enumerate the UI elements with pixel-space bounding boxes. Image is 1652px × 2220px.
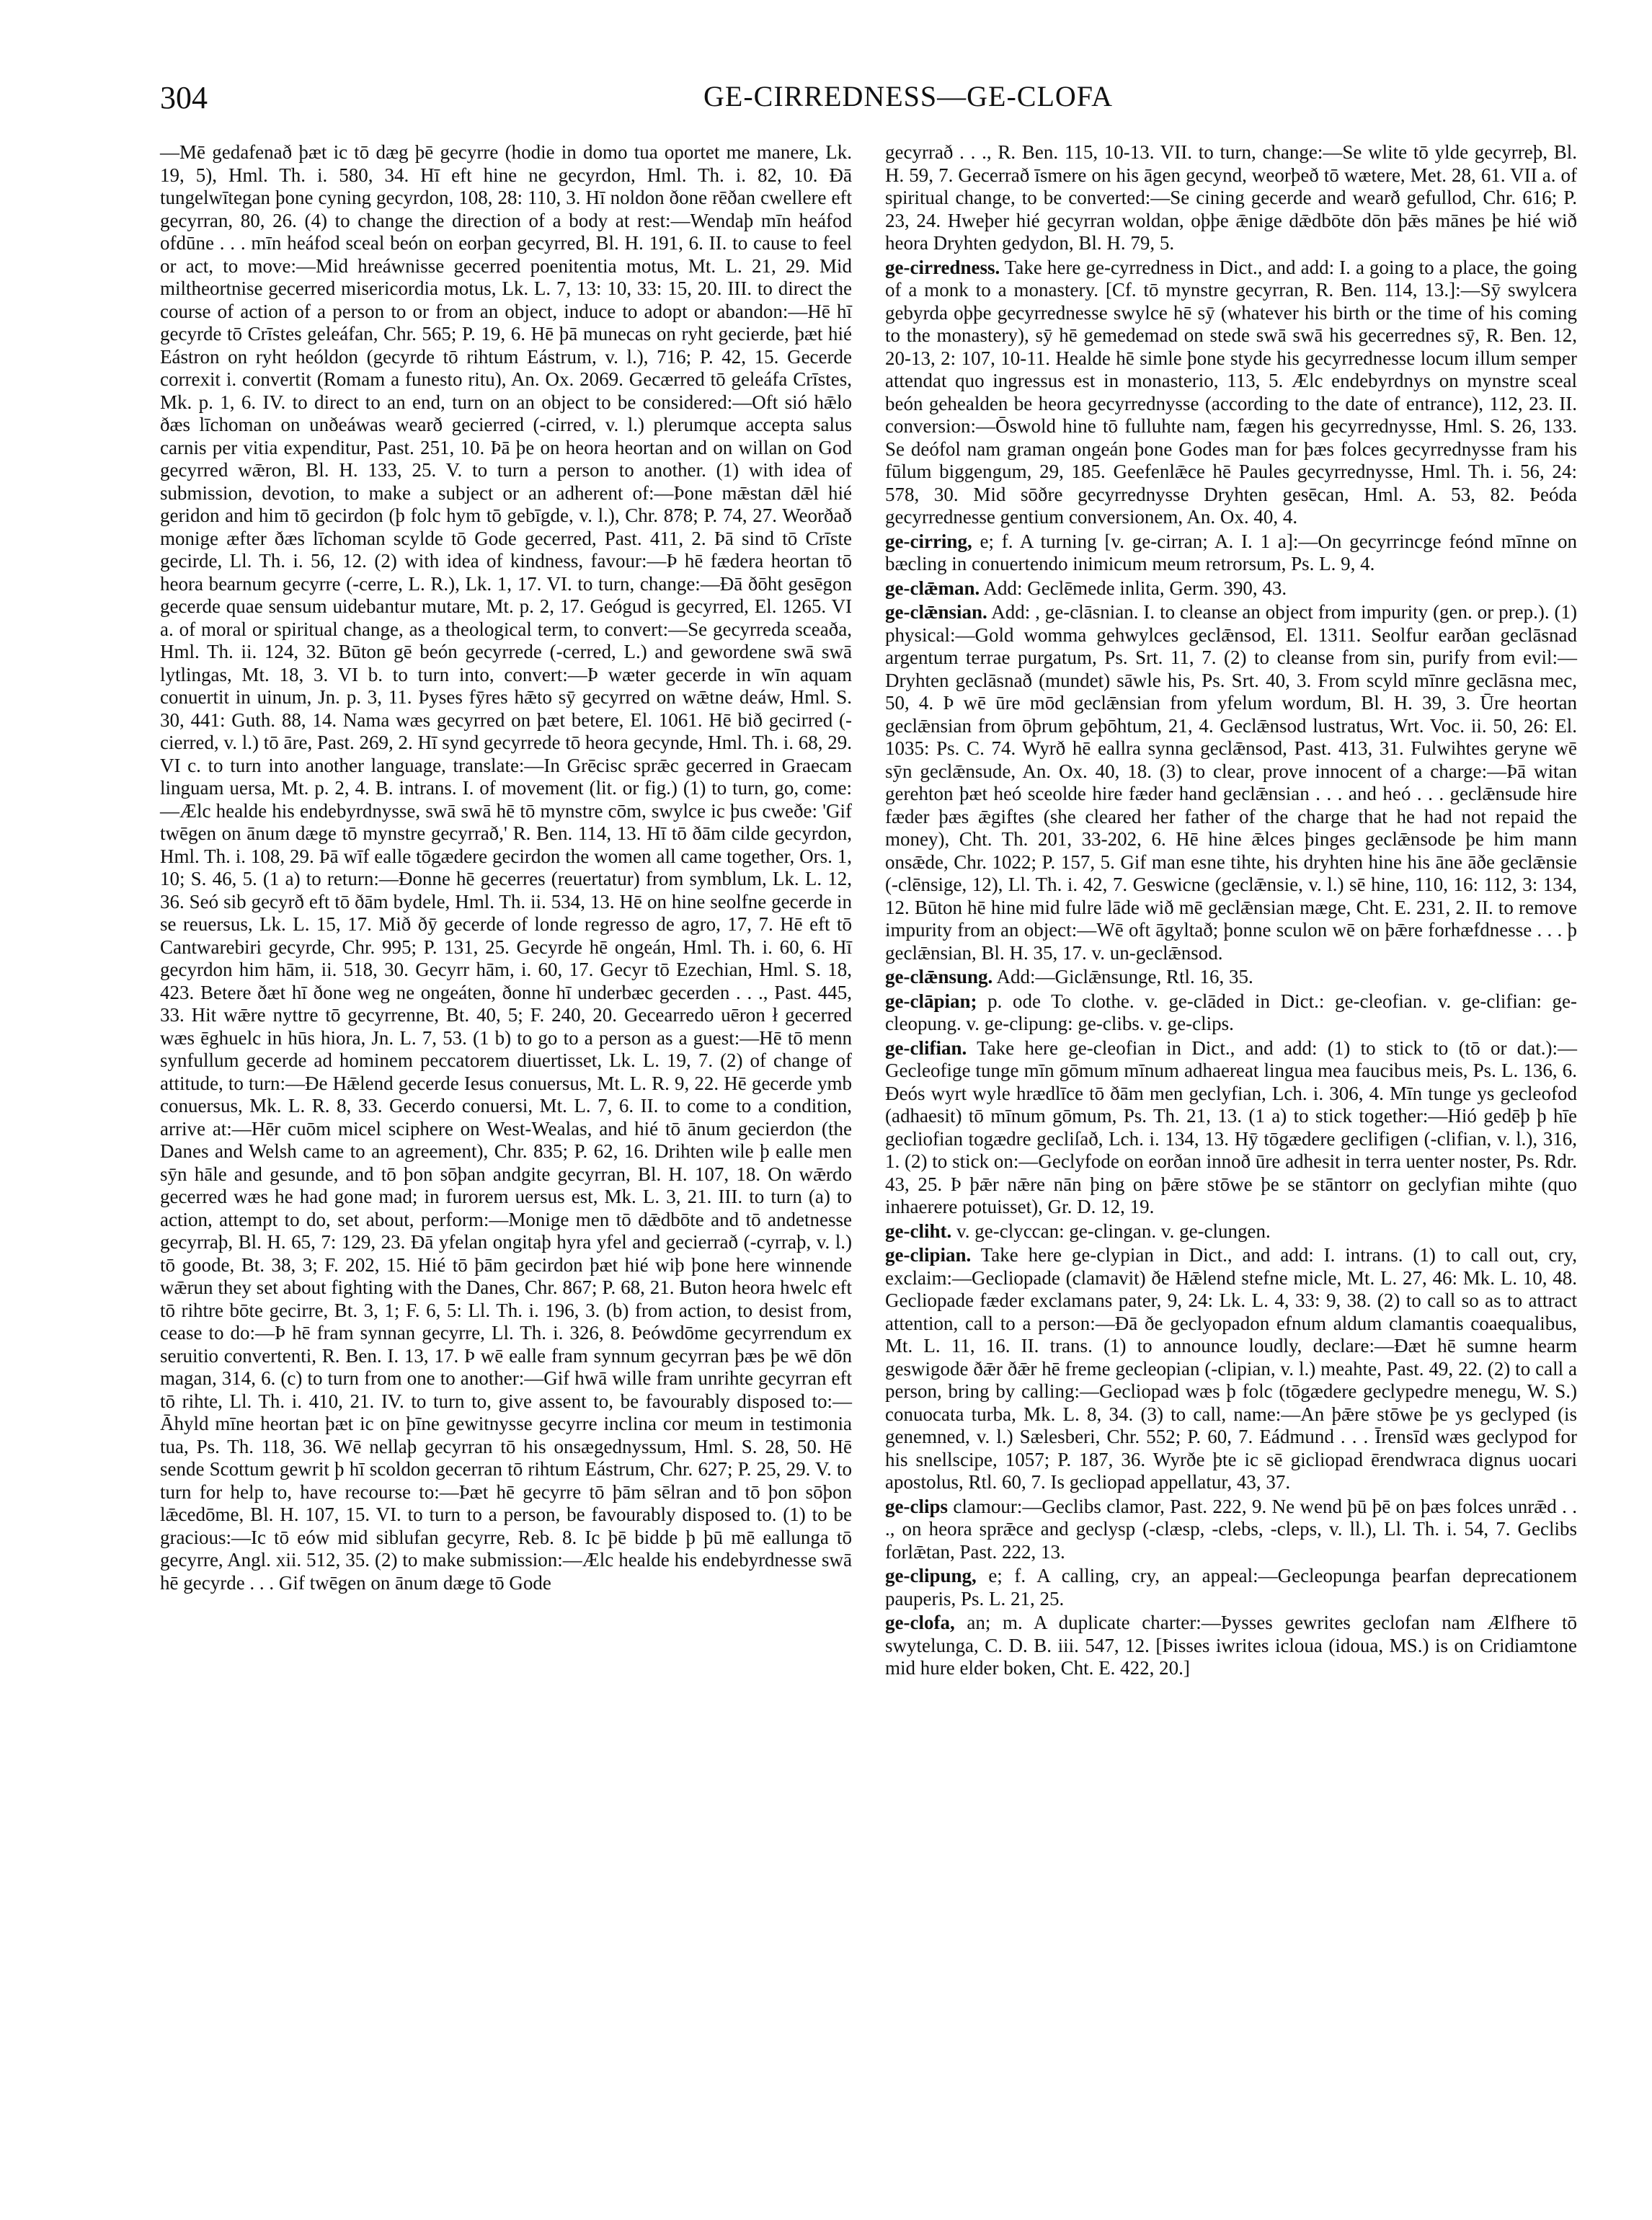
dictionary-entry: [885, 1612, 1577, 1680]
dictionary-entry: [885, 990, 1577, 1036]
entry-text: Take here ge-clypian in Dict., and add: I. intrans. (1) to call out, cry, exclaim:—Gecliopade (clamavit) ðe Hǣlend stefne micle, Mt. L. 27, 46: Mk. L. 10, 48. Gecliopade fæder exclamans pater, 9, 24: Lk. L. 4, 33: 9, 38. (2) to call so as to attract attention, call to a person:—Ðā ðe geclyopadon efnum aldum clamantis coaequalibus, Mt. L. 11, 16. II. trans. (1) to announce loudly, declare:—Ðæt hē sumne hearm geswigode ðǣr ðǣr hē freme gecleopian (-clipian, v. l.) meahte, Past. 49, 22. (2) to call a person, bring by calling:—Gecliopad wæs þ folc (tōgædere geclypedre menegu, W. S.) conuocata turba, Mk. L. 8, 34. (3) to call, name:—An þǣre stōwe þe ys geclyped (is genemned, v. l.) Sælesberi, Chr. 552; P. 60, 7. Eádmund . . . Īrensīd wæs geclypod for his snellscipe, 1057; P. 187, 36. Wyrðe þte ic sē gicliopad ērendwraca dignus uocari apostolus, Rtl. 60, 7. Is gecliopad appellatur, 43, 37.: [885, 1244, 1578, 1493]
entry-headword: ge-cirring,: [885, 530, 972, 552]
entry-headword: ge-clǣman.: [885, 577, 980, 599]
dictionary-entry: [885, 1220, 1577, 1243]
entry-text: Add: Geclēmede inlita, Germ. 390, 43.: [983, 577, 1287, 599]
entry-text: an; m. A duplicate charter:—Þysses gewrites geclofan nam Ælfhere tō swytelunga, C. D. B. iii. 547, 12. [Þisses iwrites icloua (idoua, MS.) is on Cridiamtone mid hure elder boken, Cht. E. 422, 20.]: [885, 1612, 1578, 1679]
dictionary-entry: [885, 141, 1577, 255]
entry-headword: ge-clofa,: [885, 1612, 955, 1633]
entry-text: Add: , ge-clāsnian. I. to cleanse an object from impurity (gen. or prep.). (1) physical:—Gold womma gehwylces geclǣnsod, El. 1311. Seolfur earðan geclāsnad argentum terrae purgatum, Ps. Srt. 11, 7. (2) to cleanse from sin, purify from evil:—Dryhten geclāsnað (mundet) sāwle his, Ps. Srt. 40, 3. From scyld mīnre geclāsna mec, 50, 4. Þ wē ūre mōd geclǣnsian from yfelum wordum, Bl. H. 39, 3. Ūre heortan geclǣnsian from ōþrum geþōhtum, 21, 4. Geclǣnsod lustratus, Wrt. Voc. ii. 50, 26: El. 1035: Ps. C. 74. Wyrð hē eallra synna geclǣnsod, Past. 413, 31. Fulwihtes geryne wē sȳn geclǣnsude, An. Ox. 40, 18. (3) to clear, prove innocent of a charge:—Þā witan gerehton þæt heó sceolde hire fæder hand geclǣnsian . . . and heó . . . geclǣnsude hire fæder þæs ǣgiftes (she cleared her father of the charge that he had not repaid the money), Cht. Th. 201, 33-202, 6. Hē hine ǣlces þinges geclǣnsode þe him mann onsǣde, Chr. 1022; P. 157, 5. Gif man esne tihte, his dryhten hine his āne āðe geclǣnsie (-clēnsige, 12), Ll. Th. i. 42, 7. Geswicne (geclǣnsie, v. l.) sē hine, 110, 16: 112, 3: 134, 12. Būton hē hine mid fulre lāde wið mē geclǣnsian mæge, Cht. E. 231, 2. II. to remove impurity from an object:—Wē oft āgyltað; þonne sculon wē on þǣre forhæfdnesse . . . þ geclǣnsian, Bl. H. 35, 17. v. un-geclǣnsod.: [885, 601, 1577, 964]
dictionary-entry: [885, 530, 1577, 576]
dictionary-entry: [885, 1244, 1577, 1494]
dictionary-entry: [160, 141, 852, 1594]
dictionary-entry: [885, 1037, 1577, 1219]
running-head: GE-CIRREDNESS—GE-CLOFA: [703, 80, 1113, 112]
entry-headword: ge-clipian.: [885, 1244, 972, 1266]
dictionary-entry: [885, 1496, 1577, 1564]
entry-headword: ge-clǣnsian.: [885, 601, 987, 623]
entry-text: clamour:—Geclibs clamor, Past. 222, 9. Ne wend þū þē on þæs folces unrǣd . . ., on heora sprǣce and geclysp (-clæsp, -clebs, -cleps, v. ll.), Ll. Th. i. 54, 7. Geclibs forlǣtan, Past. 222, 13.: [885, 1495, 1578, 1563]
page-header: [160, 79, 1652, 123]
entry-text: v. ge-clyccan: ge-clingan. v. ge-clungen.: [956, 1220, 1271, 1242]
entry-text: p. ode To clothe. v. ge-clāded in Dict.: ge-cleofian. v. ge-clifian: ge-cleopung. v. ge-clipung: ge-clibs. v. ge-clips.: [885, 990, 1577, 1034]
entry-headword: ge-cliht.: [885, 1220, 952, 1242]
entry-headword: ge-clipung,: [885, 1565, 977, 1586]
entry-headword: ge-cirredness.: [885, 256, 1000, 278]
dictionary-entry: [885, 1565, 1577, 1610]
left-column: [160, 141, 852, 1594]
entry-headword: ge-clifian.: [885, 1036, 967, 1059]
entry-text: Take here ge-cleofian in Dict., and add: (1) to stick to (tō or dat.):—Gecleofige tunge mīn gōmum mīnum adhaereat lingua mea faucibus meis, Ps. L. 136, 6. Ðeós wyrt wyle hrædlīce tō ðām men geclyfian, Lch. i. 306, 4. Mīn tunge ys gecleofod (adhaesit) tō mīnum gōmum, Ps. Th. 21, 13. (1 a) to stick together:—Hió gedēþ þ hīe gecliofian togædre gecliſað, Lch. i. 134, 13. Hȳ tōgædere geclifigen (-clifian, v. l.), 316, 1. (2) to stick on:—Geclyfode on eorðan innoð ūre adhesit in terra uenter noster, Ps. Rdr. 43, 25. Þ þǣr nǣre nān þing on þǣre stōwe þe se stāntorr on geclyfian mihte (quo inhaerere potuisset), Gr. D. 12, 19.: [885, 1036, 1577, 1217]
page-number: 304: [160, 80, 208, 115]
entry-text: e; f. A turning [v. ge-cirran; A. I. 1 a]:—On gecyrrincge feónd mīnne on bæcling in conuertendo inimicum meum retrorsum, Ps. L. 9, 4.: [885, 530, 1578, 574]
entry-text: gecyrrað . . ., R. Ben. 115, 10-13. VII. to turn, change:—Se wlite tō ylde gecyrreþ, Bl. H. 59, 7. Gecerrað īsmere on his āgen gecynd, weorþeð tō wætere, Met. 28, 61. VII a. of spiritual change, to be converted:—Se cining gecerde and wearð gefullod, Chr. 616; P. 23, 24. Hweþer hié gecyrran woldan, oþþe ǣnige dǣdbōte dōn þǣs mānes þe hié wið heora Dryhten gedydon, Bl. H. 79, 5.: [885, 141, 1577, 254]
entry-text: Add:—Giclǣnsunge, Rtl. 16, 35.: [996, 966, 1253, 987]
entry-text: Take here ge-cyrredness in Dict., and add: I. a going to a place, the going of a monk to a monastery. [Cf. tō mynstre gecyrran, R. Ben. 114, 13.]:—Sȳ swylcera gebyrda oþþe gecyrrednesse swylce hē sȳ (whatever his birth or the time of his coming to the monastery), sȳ hē gemedemad on stede swā swā his gecerrednes sȳ, R. Ben. 12, 20-13, 2: 107, 10-11. Healde hē simle þone styde his gecyrrednesse locum illum semper attendat quo ingressus est in monasterio, 113, 5. Ælc endebyrdnys on mynstre sceal beón gehealden be heora gecyrrednysse (according to the date of entrance), 112, 23. II. conversion:—Ōswold hine tō fulluhte nam, fægen his gecyrrednysse, Hml. S. 26, 133. Se deófol nam graman ongeán þone Godes man for þæs folces gecyrrednysse fram his fūlum biggengum, 29, 185. Geefenlǣce hē Paules gecyrrednysse, Hml. Th. i. 56, 24: 578, 30. Mid sōðre gecyrrednysse Dryhten gesēcan, Hml. A. 53, 82. Þeóda gecyrrednesse gentium conversionem, An. Ox. 40, 4.: [885, 256, 1577, 528]
dictionary-entry: [885, 601, 1577, 964]
entry-headword: ge-clǣnsung.: [885, 966, 993, 987]
entry-headword: ge-clāpian;: [885, 990, 977, 1012]
dictionary-entry: [885, 577, 1577, 600]
entry-text: e; f. A calling, cry, an appeal:—Gecleopunga þearfan deprecationem pauperis, Ps. L. 21, 25.: [885, 1565, 1577, 1610]
dictionary-entry: [885, 966, 1577, 989]
entry-text: —Mē gedafenað þæt ic tō dæg þē gecyrre (hodie in domo tua oportet me manere, Lk. 19, 5), Hml. Th. i. 580, 34. Hī eft hine ne gecyrdon, Hml. Th. i. 82, 10. Ðā tungelwītegan þone cyning gecyrdon, 108, 28: 110, 3. Hī noldon ðone rēðan cwellere eft gecyrran, 80, 26. (4) to change the direction of a body at rest:—Wendaþ mīn heáfod ofdūne . . . mīn heáfod sceal beón on eorþan gecyrred, Bl. H. 191, 6. II. to cause to feel or act, to move:—Mid hreáwnisse gecerred poenitentia motus, Mt. L. 21, 29. Mid miltheortnise gecerred misericordia motus, Lk. L. 7, 13: 10, 33: 15, 20. III. to direct the course of action of a person to or from an object, induce to adopt or abandon:—Hē hī gecyrde tō Crīstes geleáfan, Chr. 565; P. 19, 6. Hē þā munecas on ryht gecierde, þæt hié Eástron on ryht heóldon (gecyrde tō rihtum Eástrum, v. l.), 716; P. 42, 15. Gecerde correxit i. convertit (Romam a funesto ritu), An. Ox. 2069. Gecærred tō geleáfa Crīstes, Mk. p. 1, 6. IV. to direct to an end, turn on an object to be considered:—Oft sió hǣlo ðæs līchoman on unðeáwas wearð gecierred (-cirred, v. l.) plerumque accepta salus carnis per vitia expenditur, Past. 251, 10. Þā þe on heora heortan and on willan on God gecyrred wǣron, Bl. H. 133, 25. V. to turn a person to another. (1) with idea of submission, devotion, to make a subject or an adherent of:—Þone mǣstan dǣl hié geridon and him tō gecirdon (þ folc hym tō gebīgde, v. l.), Chr. 878; P. 74, 27. Weorðað monige æfter ðæs līchoman scylde tō Gode gecerred, Past. 411, 2. Þā sind tō Crīste gecirde, Ll. Th. i. 56, 12. (2) with idea of kindness, favour:—Þ hē fædera heortan tō heora bearnum gecyrre (-cerre, L. R.), Lk. 1, 17. VI. to turn, change:—Ðā ðōht gesēgon gecerde quae sensum uidebantur mutare, Mt. p. 2, 17. Geógud is gecyrred, El. 1265. VI a. of moral or spiritual change, as a theological term, to convert:—Se gecyrreda sceaða, Hml. Th. ii. 124, 32. Būton gē beón gecyrrede (-cerred, L.) and gewordene swā swā lytlingas, Mt. 18, 3. VI b. to turn into, convert:—Þ wæter gecerde in wīn aquam conuertit in uinum, Jn. p. 3, 11. Þyses fȳres hǣto sȳ gecyrred on wǣtne deáw, Hml. S. 30, 441: Guth. 88, 14. Nama wæs gecyrred on þæt betere, El. 1061. Hē bið gecirred (-cierred, v. l.) tō āre, Past. 269, 2. Hī synd gecyrrede tō heora gecynde, Hml. Th. i. 68, 29. VI c. to turn into another language, translate:—In Grēcisc sprǣc gecerred in Graecam linguam uersa, Mt. p. 2, 4. B. intrans. I. of movement (lit. or fig.) (1) to turn, go, come:—Ælc healde his endebyrdnysse, swā swā hē tō mynstre cōm, swylce ic þus cweðe: 'Gif twēgen on ānum dæge tō mynstre gecyrrað,' R. Ben. 114, 13. Hī tō ðām cilde gecyrdon, Hml. Th. i. 108, 29. Þā wīf ealle tōgædere gecirdon the women all came together, Ors. 1, 10; S. 46, 5. (1 a) to return:—Ðonne hē gecerres (reuertatur) from symblum, Lk. L. 12, 36. Seó sib gecyrð eft tō ðām bydele, Hml. Th. ii. 534, 13. Hē on hine seolfne gecerde in se reuersus, Lk. L. 15, 17. Mið ðȳ gecerde of londe regresso de agro, 17, 7. Hē eft tō Cantwarebiri gecyrde, Chr. 995; P. 131, 25. Gecyrde hē ongeán, Hml. Th. i. 60, 6. Hī gecyrdon him hām, ii. 518, 30. Gecyrr hām, i. 60, 17. Gecyr tō Ezechian, Hml. S. 18, 423. Betere ðæt hī ðone weg ne ongeáten, ðonne hī underbæc gecerden . . ., Past. 445, 33. Hit wǣre nyttre tō gecyrrenne, Bt. 40, 5; F. 240, 20. Gecearredo uēron ł gecerred wæs ēghuelc in hūs hiora, Jn. L. 7, 53. (1 b) to go to a person as a guest:—Hē tō menn synfullum gecerde ad hominem peccatorem diuertisset, Lk. L. 19, 7. (2) of change of attitude, to turn:—Ðe Hǣlend gecerde Iesus conuersus, Mt. L. R. 9, 22. Hē gecerde ymb conuersus, Mk. L. R. 8, 33. Gecerdo conuersi, Mt. L. 7, 6. II. to come to a condition, arrive at:—Hēr cuōm micel sciphere on West-Wealas, and hié tō ānum gecierdon (the Danes and Welsh came to an agreement), Chr. 835; P. 62, 16. Drihten wile þ ealle men sȳn hāle and gesunde, and tō þon sōþan andgite gecyrran, Bl. H. 107, 18. On wǣrdo gecerred wæs he had gone mad; in furorem uersus est, Mk. L. 3, 21. III. to turn (a) to action, attempt to do, set about, perform:—Monige men tō dǣdbōte and tō andetnesse gecyrraþ, Bl. H. 65, 7: 129, 23. Ðā yfelan ongitaþ hyra yfel and gecierrað (-cyrraþ, v. l.) tō goode, Bt. 38, 3; F. 202, 15. Hié tō þām gecirdon þæt hié wiþ þone here winnende wǣrun they set about fighting with the Danes, Chr. 867; P. 68, 21. Buton heora hwelc eft tō rihtre bōte gecirre, Bt. 3, 1; F. 6, 5: Ll. Th. i. 196, 3. (b) from action, to desist from, cease to do:—Þ hē fram synnan gecyrre, Ll. Th. i. 326, 8. Þeówdōme gecyrrendum ex seruitio convertenti, R. Ben. I. 13, 17. Þ wē ealle fram synnum gecyrran þæs þe wē dōn magan, 314, 6. (c) to turn from one to another:—Gif hwā wille fram unrihte gecyrran eft tō rihte, Ll. Th. i. 410, 21. IV. to turn to, give assent to, be favourably disposed to:—Āhyld mīne heortan þæt ic on þīne gewitnysse gecyrre inclina cor meum in testimonia tua, Ps. Th. 118, 36. Wē nellaþ gecyrran tō his onsægednyssum, Hml. S. 28, 50. Hē sende Scottum gewrit þ hī scoldon gecerran tō rihtum Eástrum, Chr. 627; P. 25, 29. V. to turn for help to, have recourse to:—Þæt hē gecyrre tō þām sēlran and tō þon sōþon lǣcedōme, Bl. H. 107, 15. VI. to turn to a person, be favourably disposed to. (1) to be gracious:—Ic tō eów mid siblufan gecyrre, Reb. 8. Ic þē bidde þ þū mē eallunga tō gecyrre, Angl. xii. 512, 35. (2) to make submission:—Ælc healde his endebyrdnesse swā hē gecyrde . . . Gif twēgen on ānum dæge tō Gode: [160, 141, 852, 1594]
entry-headword: ge-clips: [885, 1495, 948, 1517]
dictionary-entry: [885, 257, 1577, 529]
right-column: [885, 141, 1577, 1680]
